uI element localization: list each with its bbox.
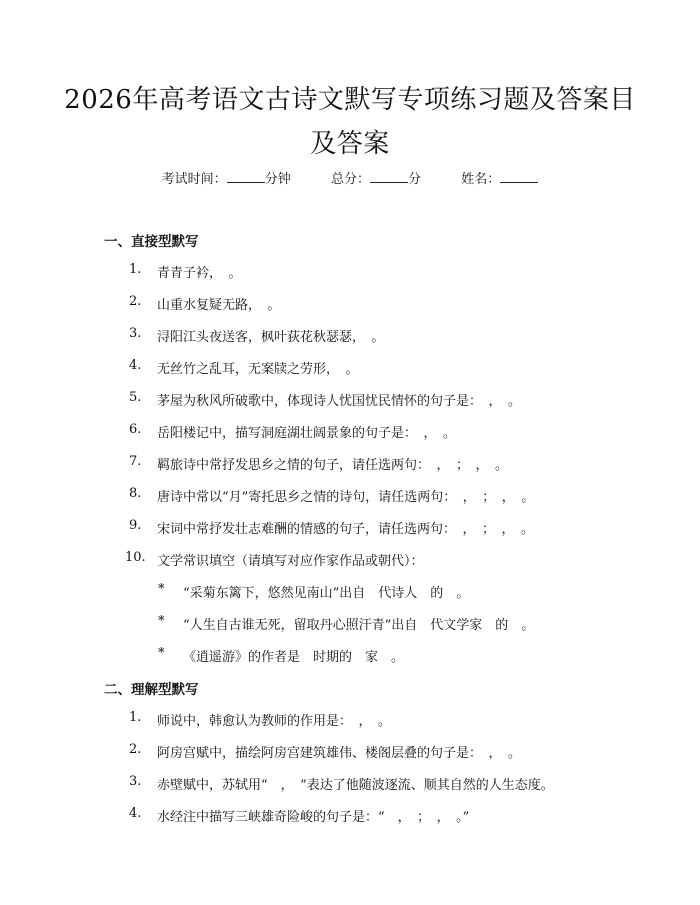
item-number: 2.	[129, 294, 142, 309]
item-number: 10.	[125, 550, 146, 565]
item-text: 岳阳楼记中，描写洞庭湖壮阔景象的句子是： ， 。	[157, 426, 457, 441]
item-number: 1.	[129, 262, 142, 277]
section-title-understanding: 二、理解型默写	[104, 682, 199, 698]
item-text: 文学常识填空（请填写对应作家作品或朝代）：	[157, 554, 424, 569]
sub-item-text: “人生自古谁无死，留取丹心照汗青”出自 代文学家 的 。	[183, 618, 535, 633]
score-label: 总分：	[330, 172, 370, 187]
item-number: 2.	[129, 742, 142, 757]
item-number: 3.	[129, 774, 142, 789]
item-text: 师说中，韩愈认为教师的作用是： ， 。	[157, 714, 392, 729]
time-blank[interactable]	[227, 170, 265, 183]
page-title: 2026年高考语文古诗文默写专项练习题及答案目及答案	[64, 85, 636, 159]
item-text: 茅屋为秋风所破歌中，体现诗人忧国忧民情怀的句子是： ， 。	[157, 394, 522, 409]
section-title-direct: 一、直接型默写	[104, 234, 199, 250]
time-unit: 分钟	[264, 172, 291, 187]
sub-item-text: 《逍遥游》的作者是 时期的 家 。	[183, 650, 405, 665]
item-text: 阿房宫赋中，描绘阿房宫建筑雄伟、楼阁层叠的句子是： ， 。	[157, 746, 522, 761]
item-text: 羁旅诗中常抒发思乡之情的句子，请任选两句： ， ； ， 。	[157, 458, 509, 473]
item-text: 赤壁赋中，苏轼用“ ， ”表达了他随波逐流、顺其自然的人生态度。	[157, 778, 554, 793]
item-number: 1.	[129, 710, 142, 725]
score-unit: 分	[408, 172, 422, 187]
exam-meta	[0, 168, 700, 187]
item-text: 浔阳江头夜送客，枫叶荻花秋瑟瑟， 。	[157, 330, 385, 345]
item-number: 7.	[129, 454, 142, 469]
item-number: 4.	[129, 806, 142, 821]
item-text: 宋词中常抒发壮志难酬的情感的句子，请任选两句： ， ； ， 。	[157, 522, 535, 537]
item-text: 唐诗中常以“月”寄托思乡之情的诗句，请任选两句： ， ； ， 。	[157, 490, 535, 505]
time-label: 考试时间：	[161, 172, 227, 187]
name-blank[interactable]	[500, 170, 538, 183]
item-number: 6.	[129, 422, 142, 437]
item-text: 水经注中描写三峡雄奇险峻的句子是：“ ， ； ， 。”	[157, 810, 470, 825]
item-number: 9.	[129, 518, 142, 533]
sub-item-text: “采菊东篱下，悠然见南山”出自 代诗人 的 。	[183, 586, 470, 601]
item-text: 山重水复疑无路， 。	[157, 298, 281, 313]
bullet-marker: *	[158, 582, 165, 597]
bullet-marker: *	[158, 614, 165, 629]
name-label: 姓名：	[461, 172, 501, 187]
item-text: 无丝竹之乱耳，无案牍之劳形， 。	[157, 362, 359, 377]
item-number: 5.	[129, 390, 142, 405]
score-blank[interactable]	[370, 170, 408, 183]
item-text: 青青子衿， 。	[157, 266, 242, 281]
item-number: 4.	[129, 358, 142, 373]
bullet-marker: *	[158, 646, 165, 661]
item-number: 8.	[129, 486, 142, 501]
item-number: 3.	[129, 326, 142, 341]
